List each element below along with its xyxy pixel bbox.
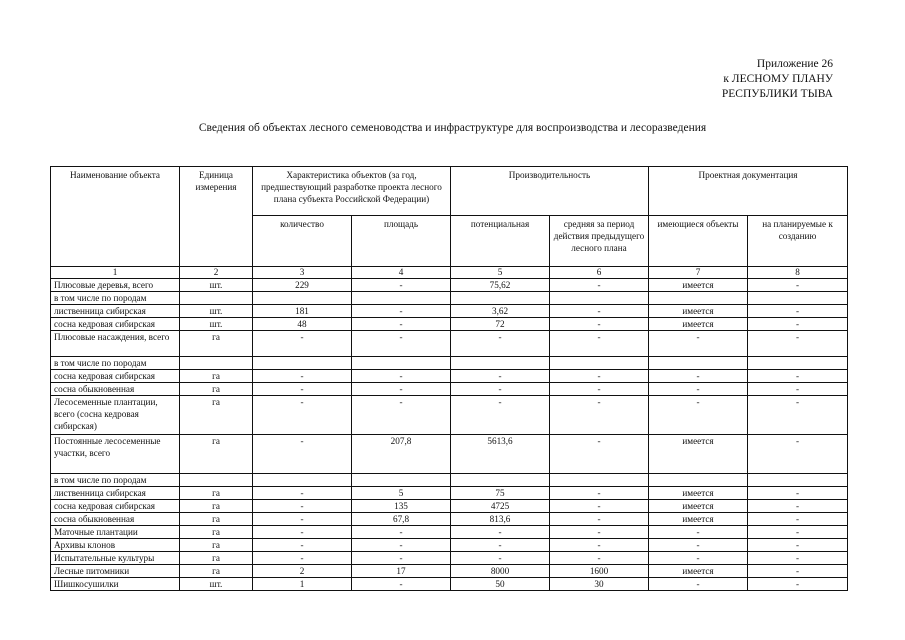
planned-docs-cell: - (748, 552, 848, 565)
object-name-cell: Маточные плантации (51, 526, 180, 539)
unit-cell: га (180, 396, 253, 435)
appendix-line-3: РЕСПУБЛИКИ ТЫВА (721, 88, 833, 100)
table-row (51, 487, 848, 500)
area-cell (352, 292, 451, 305)
average-cell (550, 357, 649, 370)
area-cell (352, 474, 451, 487)
table-row (51, 318, 848, 331)
unit-cell (180, 292, 253, 305)
area-cell: - (352, 305, 451, 318)
object-name-cell: лиственница сибирская (51, 487, 180, 500)
unit-cell: шт. (180, 279, 253, 292)
potential-cell: - (451, 331, 550, 357)
average-cell (550, 474, 649, 487)
object-name-cell: в том числе по породам (51, 474, 180, 487)
planned-docs-cell: - (748, 370, 848, 383)
appendix-header (722, 57, 833, 102)
quantity-cell: - (253, 383, 352, 396)
area-cell: - (352, 370, 451, 383)
potential-cell: - (451, 396, 550, 435)
unit-cell: га (180, 487, 253, 500)
planned-docs-cell: - (748, 331, 848, 357)
column-number: 2 (180, 267, 253, 279)
area-cell: - (352, 396, 451, 435)
existing-docs-cell: имеется (649, 279, 748, 292)
table-row (51, 370, 848, 383)
column-number: 4 (352, 267, 451, 279)
average-cell: - (550, 526, 649, 539)
area-cell: - (352, 578, 451, 591)
header-unit: Единица измерения (180, 167, 253, 267)
quantity-cell: - (253, 539, 352, 552)
object-name-cell: сосна обыкновенная (51, 383, 180, 396)
appendix-line-1: Приложение 26 (756, 58, 833, 70)
object-name-cell: Постоянные лесосеменные участки, всего (51, 435, 180, 474)
planned-docs-cell: - (748, 435, 848, 474)
object-name-cell: лиственница сибирская (51, 305, 180, 318)
potential-cell (451, 292, 550, 305)
unit-cell: га (180, 552, 253, 565)
planned-docs-cell: - (748, 578, 848, 591)
column-number: 7 (649, 267, 748, 279)
planned-docs-cell: - (748, 487, 848, 500)
potential-cell: - (451, 552, 550, 565)
area-cell (352, 357, 451, 370)
header-productivity: Производительность (451, 167, 649, 216)
potential-cell: 8000 (451, 565, 550, 578)
unit-cell: га (180, 565, 253, 578)
planned-docs-cell (748, 292, 848, 305)
object-name-cell: сосна кедровая сибирская (51, 370, 180, 383)
object-name-cell: Лесосеменные плантации, всего (сосна кедровая сибирская) (51, 396, 180, 435)
quantity-cell: - (253, 552, 352, 565)
unit-cell (180, 357, 253, 370)
average-cell: - (550, 331, 649, 357)
header-existing: имеющиеся объекты (649, 216, 748, 267)
area-cell: - (352, 552, 451, 565)
table-row (51, 526, 848, 539)
potential-cell: 5613,6 (451, 435, 550, 474)
unit-cell: шт. (180, 578, 253, 591)
existing-docs-cell: имеется (649, 487, 748, 500)
potential-cell: 4725 (451, 500, 550, 513)
area-cell: - (352, 279, 451, 292)
average-cell: 1600 (550, 565, 649, 578)
average-cell: - (550, 383, 649, 396)
existing-docs-cell: - (649, 578, 748, 591)
object-name-cell: Плюсовые деревья, всего (51, 279, 180, 292)
quantity-cell: - (253, 513, 352, 526)
table-row (51, 435, 848, 474)
area-cell: - (352, 539, 451, 552)
object-name-cell: сосна кедровая сибирская (51, 500, 180, 513)
seed-objects-table (50, 166, 848, 591)
average-cell: - (550, 513, 649, 526)
appendix-line-2: к ЛЕСНОМУ ПЛАНУ (723, 73, 833, 85)
object-name-cell: в том числе по породам (51, 357, 180, 370)
planned-docs-cell (748, 474, 848, 487)
quantity-cell (253, 474, 352, 487)
potential-cell: - (451, 370, 550, 383)
object-name-cell: Лесные питомники (51, 565, 180, 578)
table-row (51, 357, 848, 370)
header-name: Наименование объекта (51, 167, 180, 267)
header-row-1 (51, 167, 848, 216)
planned-docs-cell: - (748, 318, 848, 331)
object-name-cell: Шишкосушилки (51, 578, 180, 591)
header-area: площадь (352, 216, 451, 267)
table-row (51, 292, 848, 305)
area-cell: - (352, 318, 451, 331)
quantity-cell (253, 292, 352, 305)
table-row (51, 513, 848, 526)
area-cell: - (352, 331, 451, 357)
unit-cell: га (180, 383, 253, 396)
existing-docs-cell: - (649, 552, 748, 565)
unit-cell (180, 474, 253, 487)
potential-cell: 75 (451, 487, 550, 500)
potential-cell (451, 474, 550, 487)
unit-cell: шт. (180, 318, 253, 331)
average-cell: - (550, 396, 649, 435)
existing-docs-cell: имеется (649, 305, 748, 318)
quantity-cell: - (253, 526, 352, 539)
quantity-cell: 229 (253, 279, 352, 292)
column-number: 3 (253, 267, 352, 279)
column-number: 8 (748, 267, 848, 279)
potential-cell (451, 357, 550, 370)
header-quantity: количество (253, 216, 352, 267)
potential-cell: - (451, 539, 550, 552)
existing-docs-cell: - (649, 383, 748, 396)
table-row (51, 383, 848, 396)
existing-docs-cell: имеется (649, 500, 748, 513)
header-planned: на планируемые к созданию (748, 216, 848, 267)
planned-docs-cell: - (748, 396, 848, 435)
column-number-row (51, 267, 848, 279)
existing-docs-cell: имеется (649, 565, 748, 578)
potential-cell: - (451, 383, 550, 396)
header-project-docs: Проектная документация (649, 167, 848, 216)
table-row (51, 539, 848, 552)
quantity-cell (253, 357, 352, 370)
planned-docs-cell: - (748, 279, 848, 292)
table-row (51, 396, 848, 435)
table-row (51, 305, 848, 318)
existing-docs-cell: - (649, 331, 748, 357)
existing-docs-cell: имеется (649, 513, 748, 526)
average-cell: - (550, 370, 649, 383)
existing-docs-cell: - (649, 396, 748, 435)
column-number: 6 (550, 267, 649, 279)
area-cell: - (352, 526, 451, 539)
planned-docs-cell: - (748, 539, 848, 552)
table-row (51, 578, 848, 591)
unit-cell: га (180, 435, 253, 474)
planned-docs-cell: - (748, 383, 848, 396)
average-cell: - (550, 305, 649, 318)
potential-cell: 75,62 (451, 279, 550, 292)
quantity-cell: 181 (253, 305, 352, 318)
object-name-cell: сосна кедровая сибирская (51, 318, 180, 331)
table-row (51, 279, 848, 292)
unit-cell: шт. (180, 305, 253, 318)
average-cell: - (550, 487, 649, 500)
potential-cell: - (451, 526, 550, 539)
object-name-cell: в том числе по породам (51, 292, 180, 305)
average-cell: 30 (550, 578, 649, 591)
quantity-cell: - (253, 487, 352, 500)
unit-cell: га (180, 526, 253, 539)
planned-docs-cell: - (748, 500, 848, 513)
table-row (51, 500, 848, 513)
average-cell: - (550, 435, 649, 474)
average-cell: - (550, 500, 649, 513)
quantity-cell: - (253, 331, 352, 357)
existing-docs-cell (649, 474, 748, 487)
potential-cell: 50 (451, 578, 550, 591)
quantity-cell: 1 (253, 578, 352, 591)
existing-docs-cell (649, 357, 748, 370)
quantity-cell: 48 (253, 318, 352, 331)
area-cell: 17 (352, 565, 451, 578)
table-row (51, 565, 848, 578)
planned-docs-cell: - (748, 305, 848, 318)
average-cell: - (550, 318, 649, 331)
area-cell: 135 (352, 500, 451, 513)
unit-cell: га (180, 539, 253, 552)
existing-docs-cell: имеется (649, 318, 748, 331)
unit-cell: га (180, 513, 253, 526)
area-cell: 207,8 (352, 435, 451, 474)
object-name-cell: Плюсовые насаждения, всего (51, 331, 180, 357)
object-name-cell: сосна обыкновенная (51, 513, 180, 526)
table-row (51, 552, 848, 565)
planned-docs-cell: - (748, 513, 848, 526)
document-title: Сведения об объектах лесного семеноводства и инфраструктуре для воспроизводства и лесоразведения (198, 122, 707, 134)
column-number: 1 (51, 267, 180, 279)
quantity-cell: - (253, 435, 352, 474)
unit-cell: га (180, 370, 253, 383)
quantity-cell: - (253, 370, 352, 383)
area-cell: 67,8 (352, 513, 451, 526)
unit-cell: га (180, 500, 253, 513)
table-row (51, 474, 848, 487)
existing-docs-cell: - (649, 370, 748, 383)
header-potential: потенциальная (451, 216, 550, 267)
object-name-cell: Архивы клонов (51, 539, 180, 552)
quantity-cell: 2 (253, 565, 352, 578)
average-cell (550, 292, 649, 305)
unit-cell: га (180, 331, 253, 357)
average-cell: - (550, 539, 649, 552)
planned-docs-cell: - (748, 526, 848, 539)
quantity-cell: - (253, 396, 352, 435)
existing-docs-cell: имеется (649, 435, 748, 474)
potential-cell: 72 (451, 318, 550, 331)
planned-docs-cell (748, 357, 848, 370)
header-average: средняя за период действия предыдущего лесного плана (550, 216, 649, 267)
average-cell: - (550, 279, 649, 292)
existing-docs-cell: - (649, 526, 748, 539)
quantity-cell: - (253, 500, 352, 513)
planned-docs-cell: - (748, 565, 848, 578)
header-characteristics: Характеристика объектов (за год, предшествующий разработке проекта лесного плана субъекта Российской Федерации) (253, 167, 451, 216)
existing-docs-cell (649, 292, 748, 305)
potential-cell: 813,6 (451, 513, 550, 526)
table-row (51, 331, 848, 357)
column-number: 5 (451, 267, 550, 279)
object-name-cell: Испытательные культуры (51, 552, 180, 565)
average-cell: - (550, 552, 649, 565)
area-cell: - (352, 383, 451, 396)
existing-docs-cell: - (649, 539, 748, 552)
potential-cell: 3,62 (451, 305, 550, 318)
area-cell: 5 (352, 487, 451, 500)
